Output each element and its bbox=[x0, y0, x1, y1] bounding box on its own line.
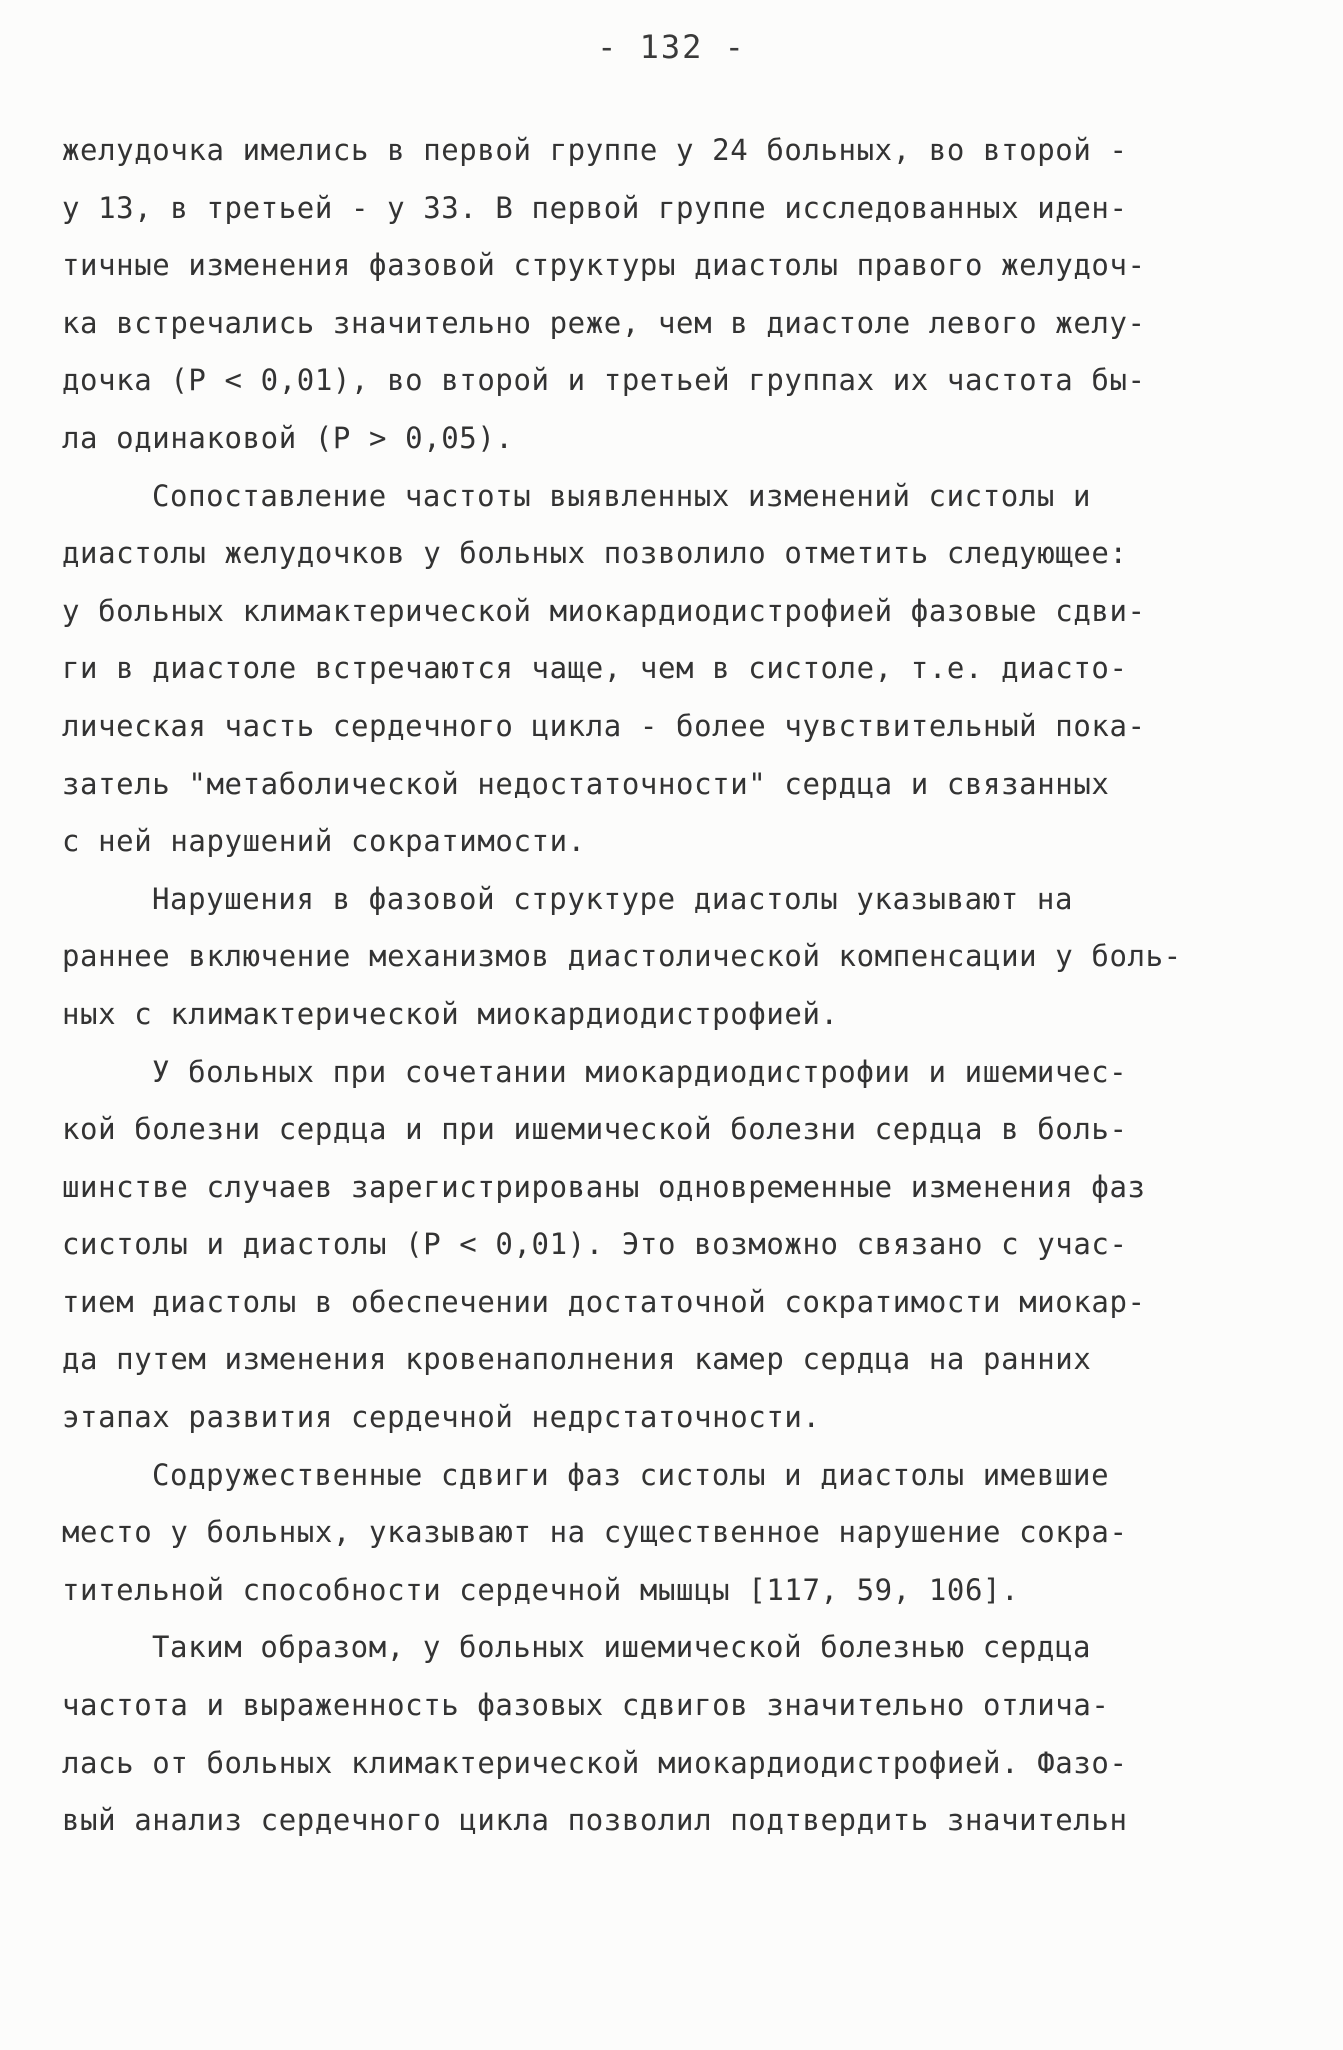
text-line: у 13, в третьей - у 33. В первой группе исследованных иден- bbox=[62, 190, 1128, 225]
text-line: тием диастолы в обеспечении достаточной сократимости миокар- bbox=[62, 1284, 1146, 1319]
text-line: у больных климактерической миокардиодистрофией фазовые сдви- bbox=[62, 593, 1146, 628]
text-line: желудочка имелись в первой группе у 24 больных, во второй - bbox=[62, 133, 1128, 167]
text-line: лась от больных климактерической миокардиодистрофией. Фазо- bbox=[62, 1745, 1128, 1780]
text-line: лическая часть сердечного цикла - более чувствительный пока- bbox=[62, 708, 1146, 743]
text-line: систолы и диастолы (Р < 0,01). Это возможно связано с учас- bbox=[62, 1227, 1128, 1262]
text-line: место у больных, указывают на существенное нарушение сокра- bbox=[62, 1515, 1128, 1550]
text-line: с ней нарушений сократимости. bbox=[62, 824, 586, 859]
text-line: кой болезни сердца и при ишемической болезни сердца в боль- bbox=[62, 1112, 1128, 1147]
text-line: ги в диастоле встречаются чаще, чем в систоле, т.е. диасто- bbox=[62, 651, 1128, 686]
text-line: Таким образом, у больных ишемической болезнью сердца bbox=[152, 1630, 1092, 1665]
text-line: Сопоставление частоты выявленных изменений систолы и bbox=[152, 478, 1092, 513]
page-number: - 132 - bbox=[597, 28, 746, 66]
text-line: шинстве случаев зарегистрированы одновременные изменения фаз bbox=[62, 1169, 1146, 1204]
text-line: Содружественные сдвиги фаз систолы и диастолы имевшие bbox=[152, 1457, 1110, 1492]
text-line: дочка (Р < 0,01), во второй и третьей группах их частота бы- bbox=[62, 363, 1146, 398]
text-line: диастолы желудочков у больных позволило отметить следующее: bbox=[62, 536, 1128, 571]
text-line: затель "метаболической недостаточности" сердца и связанных bbox=[62, 766, 1110, 801]
text-line: У больных при сочетании миокардиодистрофии и ишемичес- bbox=[152, 1054, 1128, 1089]
text-line: раннее включение механизмов диастолической компенсации у боль- bbox=[62, 939, 1182, 974]
text-line: этапах развития сердечной недрстаточности. bbox=[62, 1400, 821, 1435]
text-line: ла одинаковой (Р > 0,05). bbox=[62, 420, 514, 455]
text-line: тительной способности сердечной мышцы [117, 59, 106]. bbox=[62, 1572, 1020, 1607]
text-line: тичные изменения фазовой структуры диастолы правого желудоч- bbox=[62, 248, 1146, 283]
text-line: вый анализ сердечного цикла позволил подтвердить значительн bbox=[62, 1803, 1128, 1838]
text-line: ных с климактерической миокардиодистрофией. bbox=[62, 996, 839, 1031]
body-text bbox=[62, 122, 1302, 1850]
text-line: ка встречались значительно реже, чем в диастоле левого желу- bbox=[62, 305, 1146, 340]
text-line: Нарушения в фазовой структуре диастолы указывают на bbox=[152, 881, 1074, 916]
text-line: частота и выраженность фазовых сдвигов значительно отлича- bbox=[62, 1688, 1110, 1723]
text-line: да путем изменения кровенаполнения камер сердца на ранних bbox=[62, 1342, 1092, 1377]
